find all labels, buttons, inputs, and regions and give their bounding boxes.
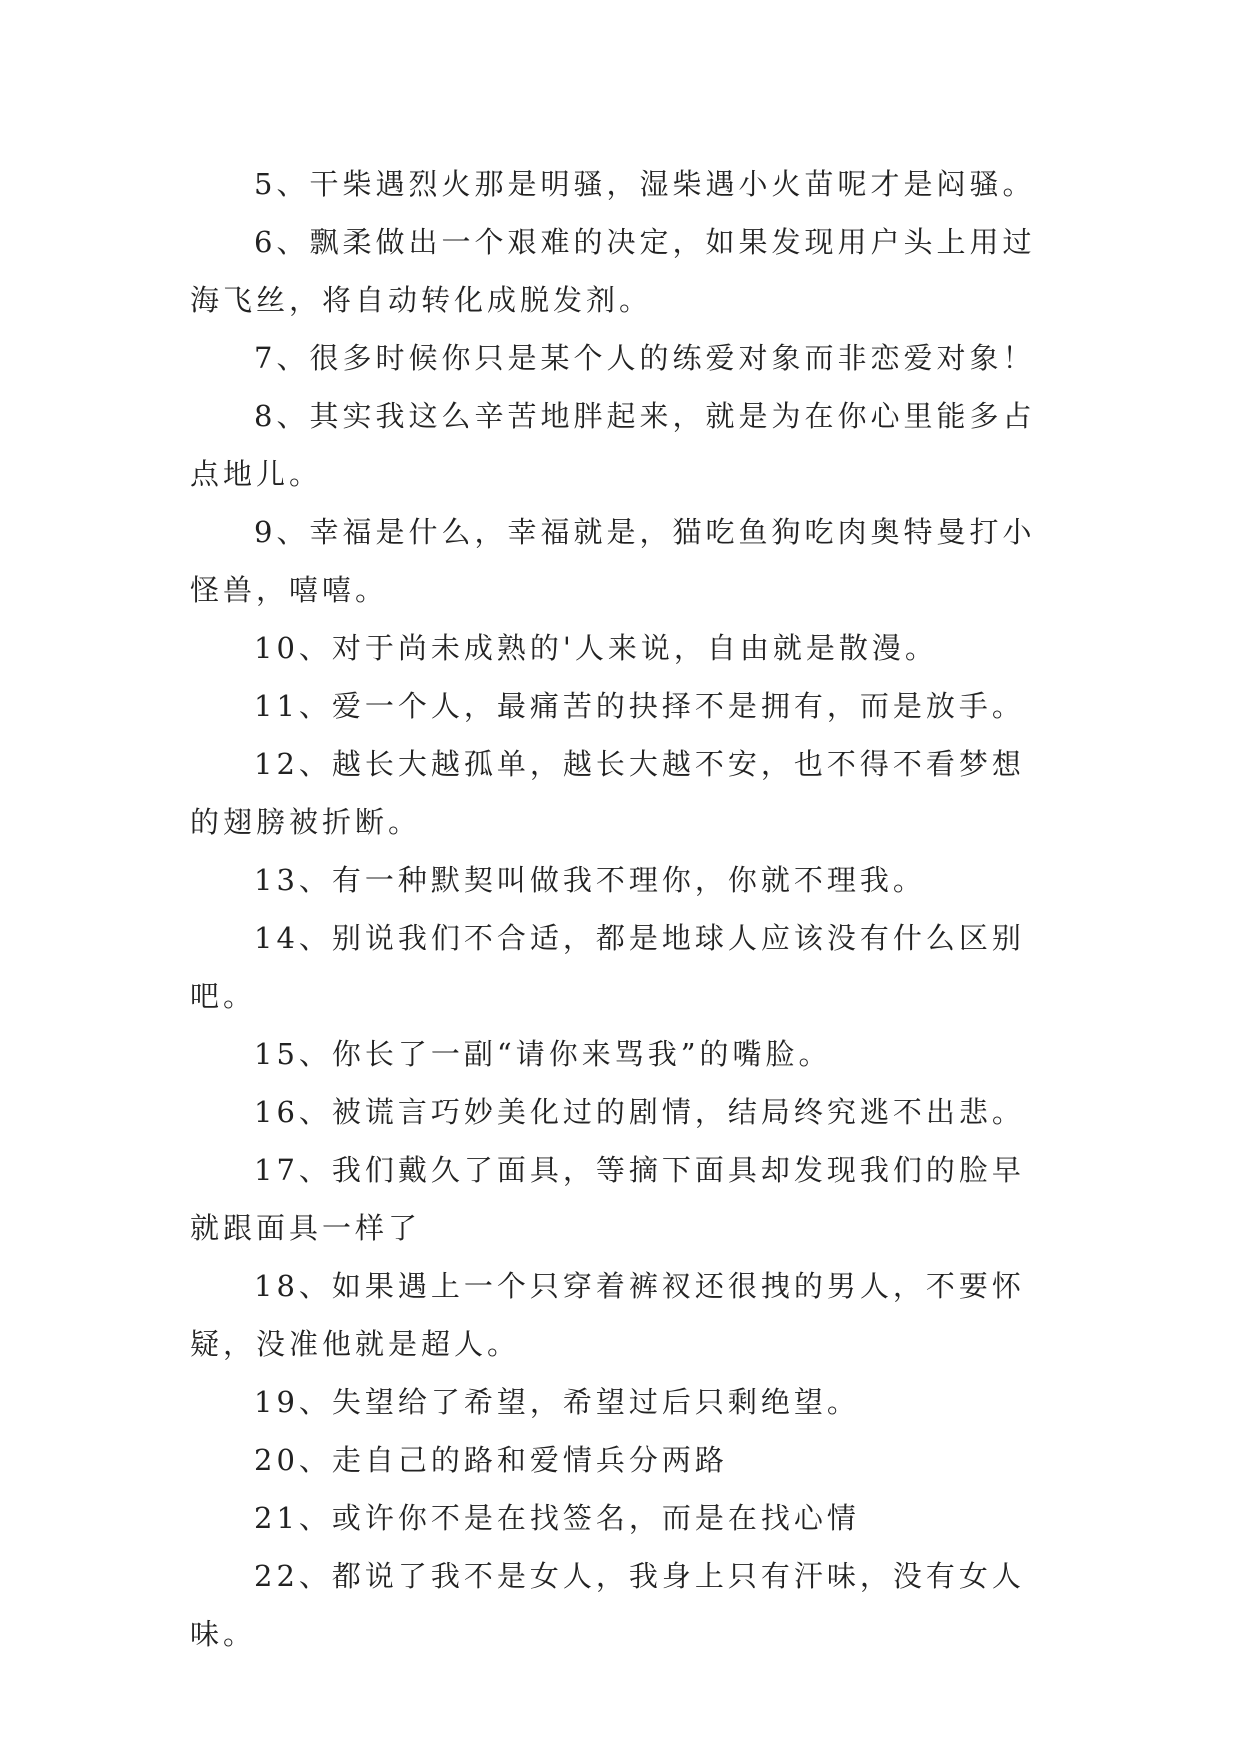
document-body — [190, 155, 1050, 1663]
paragraph-18: 18、如果遇上一个只穿着裤衩还很拽的男人，不要怀疑，没准他就是超人。 — [190, 1269, 1025, 1361]
paragraph-5: 5、干柴遇烈火那是明骚，湿柴遇小火苗呢才是闷骚。 — [254, 167, 1036, 201]
paragraph-22: 22、都说了我不是女人，我身上只有汗味，没有女人味。 — [190, 1559, 1025, 1651]
paragraph-7: 7、很多时候你只是某个人的练爱对象而非恋爱对象！ — [254, 341, 1036, 375]
paragraph-9: 9、幸福是什么，幸福就是，猫吃鱼狗吃肉奥特曼打小怪兽，嘻嘻。 — [190, 515, 1036, 607]
paragraph-14: 14、别说我们不合适，都是地球人应该没有什么区别吧。 — [190, 921, 1025, 1013]
paragraph-16: 16、被谎言巧妙美化过的剧情，结局终究逃不出悲。 — [254, 1095, 1025, 1129]
paragraph-8: 8、其实我这么辛苦地胖起来，就是为在你心里能多占点地儿。 — [190, 399, 1036, 491]
paragraph-21: 21、或许你不是在找签名，而是在找心情 — [254, 1501, 860, 1535]
paragraph-12: 12、越长大越孤单，越长大越不安，也不得不看梦想的翅膀被折断。 — [190, 747, 1025, 839]
paragraph-17: 17、我们戴久了面具，等摘下面具却发现我们的脸早就跟面具一样了 — [190, 1153, 1025, 1245]
paragraph-15: 15、你长了一副“请你来骂我”的嘴脸。 — [254, 1037, 832, 1071]
paragraph-20: 20、走自己的路和爱情兵分两路 — [254, 1443, 728, 1477]
paragraph-13: 13、有一种默契叫做我不理你，你就不理我。 — [254, 863, 926, 897]
paragraph-11: 11、爱一个人，最痛苦的抉择不是拥有，而是放手。 — [254, 689, 1025, 723]
paragraph-6: 6、飘柔做出一个艰难的决定，如果发现用户头上用过海飞丝，将自动转化成脱发剂。 — [190, 225, 1036, 317]
paragraph-19: 19、失望给了希望，希望过后只剩绝望。 — [254, 1385, 860, 1419]
paragraph-10: 10、对于尚未成熟的'人来说，自由就是散漫。 — [254, 631, 938, 665]
